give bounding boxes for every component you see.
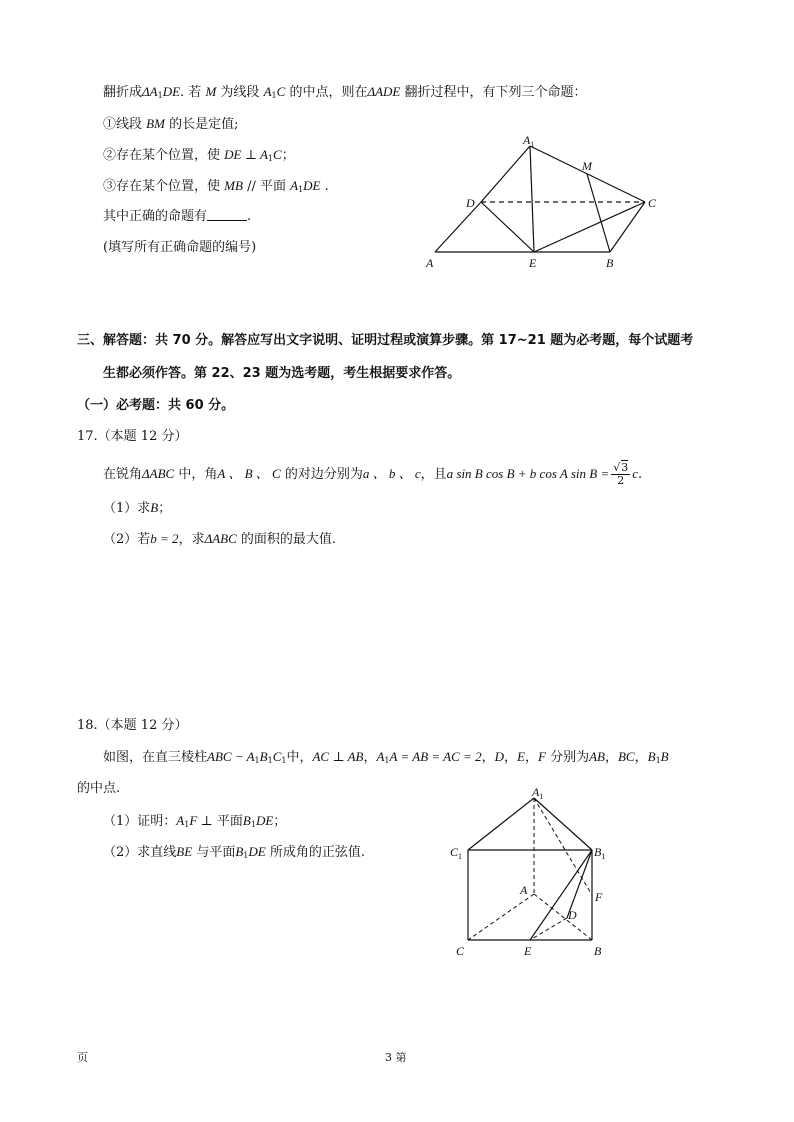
p16-prop3: ③存在某个位置，使 MB // 平面 $A_1DE$ . [103, 178, 329, 194]
p16-line1: 翻折成$\Delta A_1DE$. 若 M 为线段 $A_1C$ 的中点，则在ΔADE 翻折过程中，有下列三个命题： [103, 84, 587, 100]
label-C: C [648, 196, 657, 210]
p18-q2: （2）求直线BE 与平面$B_1DE$ 所成角的正弦值. [103, 844, 365, 860]
edge-B1E [530, 850, 592, 940]
edge-DA1 [481, 146, 530, 202]
edge-A1F-hidden [534, 798, 592, 895]
p18-title: 18.（本题 12 分） [77, 718, 188, 733]
edge-MB [587, 174, 610, 252]
label-E: E [529, 256, 537, 270]
figure-prism [440, 782, 630, 962]
p18-stem: 如图，在直三棱柱ABC − $A_1B_1C_1$中，AC ⊥ AB，$A_1A$ = AB = AC = 2，D，E，F 分别为AB，BC，$B_1B$ [103, 749, 669, 765]
edge-DE-hidden [530, 918, 567, 940]
section3-heading-cont: 生都必须作答。第 22、23 题为选考题，考生根据要求作答。 [103, 366, 461, 381]
fraction-sqrt3-over-2: $\frac{√3}{2}$ [613, 461, 629, 487]
p16-prop1: ①线段 BM 的长是定值; [103, 116, 239, 132]
label-A1: $A_1$ [532, 785, 544, 801]
edge-AB-hidden [534, 894, 592, 940]
label-A: A [520, 883, 528, 897]
edge-AC-hidden [468, 894, 534, 940]
section3-heading: 三、解答题：共 70 分。解答应写出文字说明、证明过程或演算步骤。第 17~21 题为必考题，每个试题考 [77, 333, 694, 348]
label-C: C [456, 944, 465, 958]
p17-stem: 在锐角ΔABC 中，角A 、 B 、 C 的对边分别为a 、 b 、 c，且a sin B cos B + b cos A sin B = $\frac{√3}{2}$ c. [103, 461, 643, 487]
label-E: E [524, 944, 532, 958]
label-A: A [426, 256, 434, 270]
edge-EC [534, 202, 645, 252]
p18-stem-cont: 的中点. [77, 781, 121, 796]
label-D: D [466, 196, 475, 210]
p17-title: 17.（本题 12 分） [77, 429, 188, 444]
figure-folding [420, 130, 670, 275]
label-B1: $B_1$ [594, 845, 606, 861]
p16-answer: 其中正确的命题有 . [103, 209, 252, 224]
page-number: 3 第 [385, 1051, 407, 1064]
edge-C1A1 [468, 798, 534, 850]
footer-left: 页 [77, 1051, 88, 1064]
p18-q1: （1）证明：$A_1F$ ⊥ 平面$B_1DE$； [103, 813, 287, 829]
edge-A1B1 [534, 798, 592, 850]
label-B: B [594, 944, 602, 958]
p17-q1: （1）求B； [103, 500, 172, 516]
p16-prop2: ②存在某个位置，使 DE ⊥ $A_1C$； [103, 147, 295, 163]
edge-DE [481, 202, 534, 252]
label-F: F [595, 890, 603, 904]
label-M: M [582, 159, 592, 173]
label-B: B [606, 256, 614, 270]
label-D: D [568, 908, 577, 922]
answer-blank [207, 208, 247, 221]
p16-note: (填写所有正确命题的编号) [103, 240, 257, 255]
label-A1: $A_1$ [523, 133, 535, 149]
section3-part1: （一）必考题：共 60 分。 [77, 398, 235, 413]
p17-q2: （2）若b = 2，求ΔABC 的面积的最大值. [103, 531, 337, 547]
edge-A1E [530, 146, 534, 252]
label-C1: $C_1$ [450, 845, 463, 861]
